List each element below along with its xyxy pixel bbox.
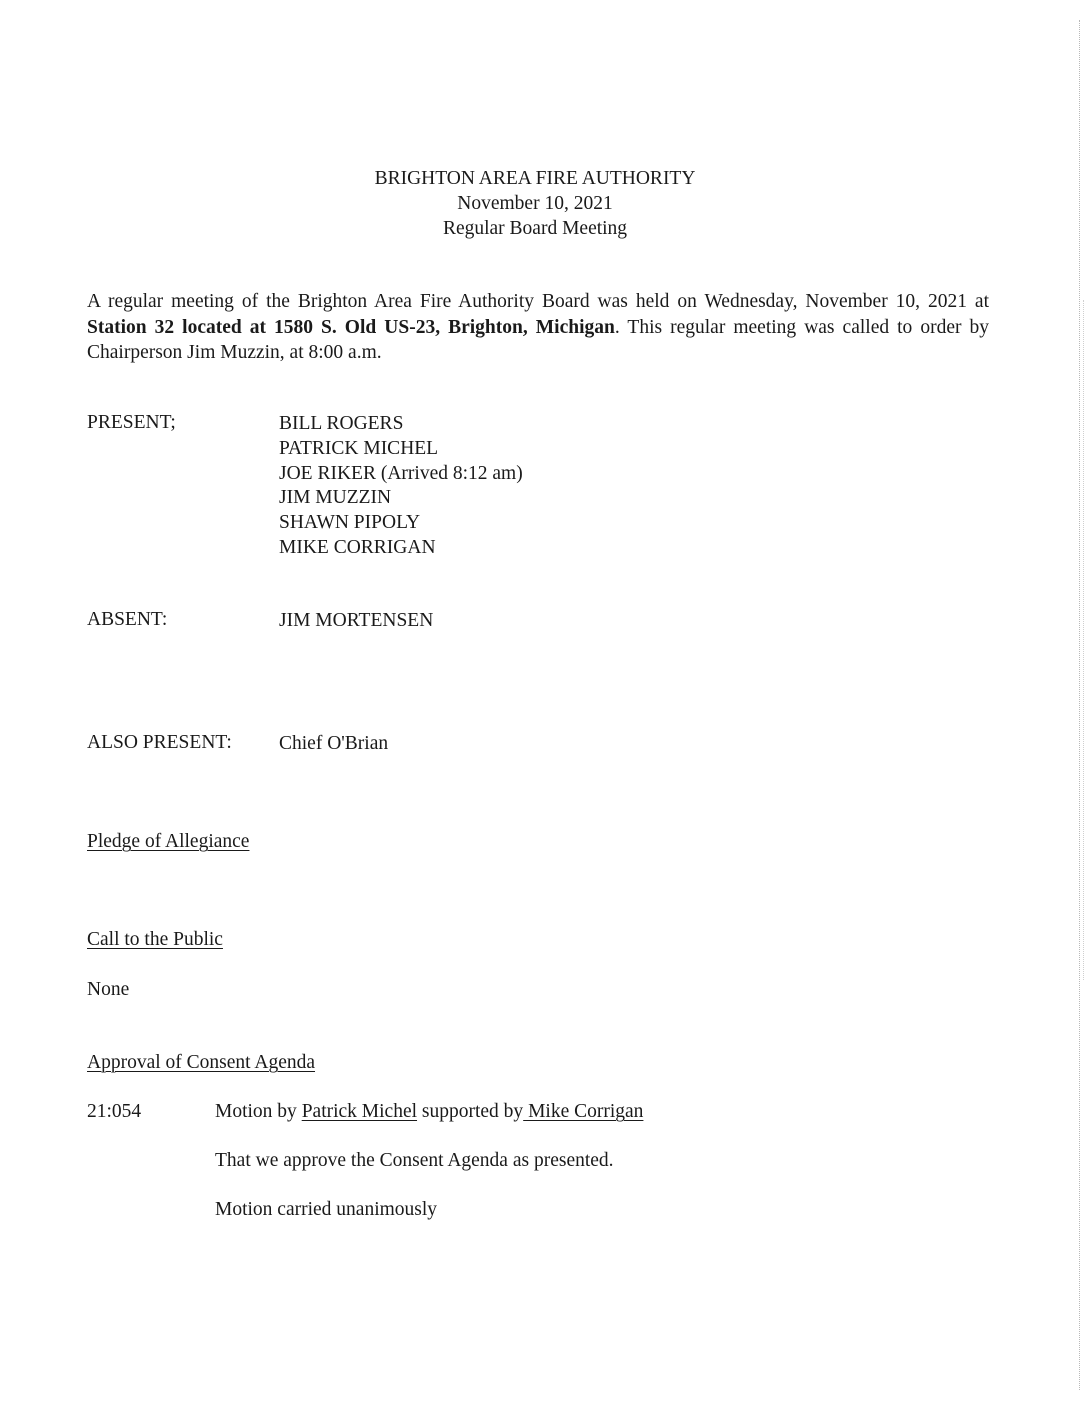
present-member: BILL ROGERS bbox=[279, 413, 404, 434]
motion-middle: supported by bbox=[417, 1101, 524, 1122]
present-member: JOE RIKER (Arrived 8:12 am) bbox=[279, 462, 523, 484]
motion-number: 21:054 bbox=[87, 1101, 142, 1122]
motion-result: Motion carried unanimously bbox=[215, 1199, 438, 1220]
scan-edge-mark-inner bbox=[1083, 300, 1084, 980]
absent-label: ABSENT: bbox=[87, 609, 168, 630]
also-present-member: Chief O'Brian bbox=[279, 733, 389, 754]
motion-text: That we approve the Consent Agenda as presented. bbox=[215, 1150, 614, 1171]
meeting-type: Regular Board Meeting bbox=[442, 218, 628, 239]
org-title: BRIGHTON AREA FIRE AUTHORITY bbox=[374, 168, 696, 189]
motion-line bbox=[215, 1101, 643, 1123]
motion-supporter: Mike Corrigan bbox=[523, 1101, 644, 1122]
present-member: MIKE CORRIGAN bbox=[279, 536, 436, 558]
consent-agenda-heading: Approval of Consent Agenda bbox=[87, 1052, 316, 1073]
present-list bbox=[279, 412, 523, 561]
present-member: SHAWN PIPOLY bbox=[279, 512, 421, 534]
present-member: JIM MUZZIN bbox=[279, 487, 392, 509]
scan-edge-mark bbox=[1079, 20, 1080, 1390]
intro-paragraph bbox=[87, 289, 989, 366]
also-present-label: ALSO PRESENT: bbox=[87, 732, 232, 753]
present-member: PATRICK MICHEL bbox=[279, 437, 439, 459]
intro-text-1: A regular meeting of the Brighton Area Fire Authority Board was held on Wednesday, November 10, 2021 at bbox=[87, 291, 989, 312]
intro-text-2: . This regular meeting was called to order by Chairperson Jim Muzzin, at 8:00 a.m. bbox=[87, 316, 990, 363]
absent-member: JIM MORTENSEN bbox=[279, 610, 434, 631]
present-label: PRESENT; bbox=[87, 412, 176, 433]
intro-location: Station 32 located at 1580 S. Old US-23, Brighton, Michigan bbox=[87, 316, 615, 338]
call-to-public-heading: Call to the Public bbox=[87, 929, 223, 950]
pledge-heading: Pledge of Allegiance bbox=[87, 831, 250, 852]
motion-mover: Patrick Michel bbox=[301, 1101, 418, 1122]
call-to-public-body: None bbox=[87, 979, 130, 1000]
meeting-date: November 10, 2021 bbox=[457, 193, 613, 214]
motion-prefix: Motion by bbox=[215, 1101, 302, 1122]
